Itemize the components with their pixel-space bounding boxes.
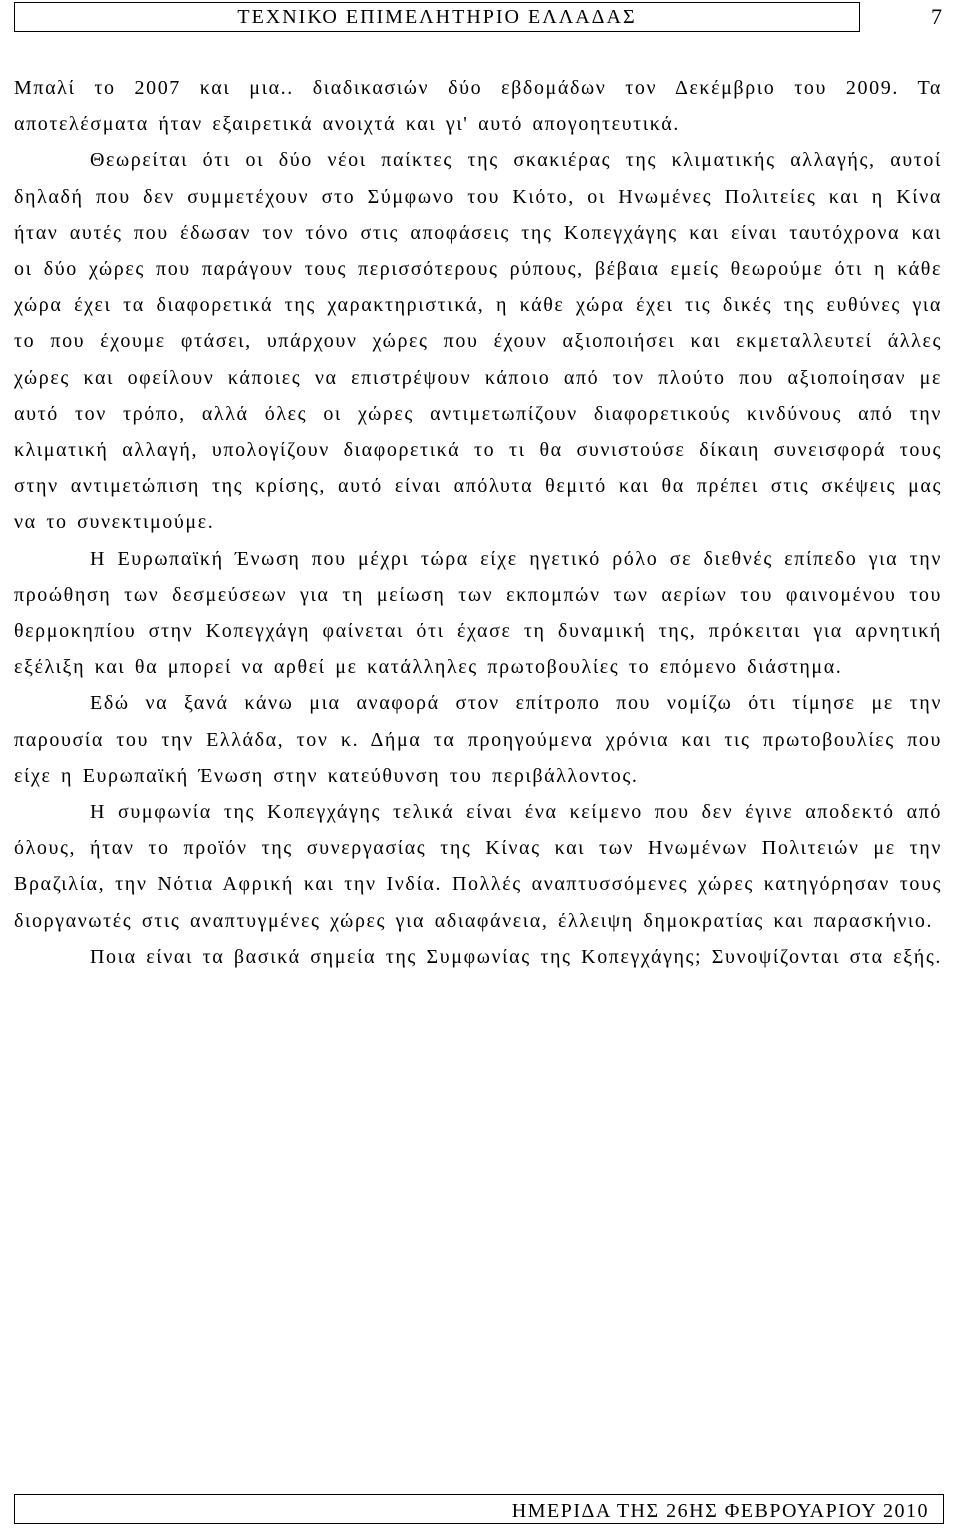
paragraph: Η συμφωνία της Κοπεγχάγης τελικά είναι ένα κείμενο που δεν έγινε αποδεκτό από όλους, ήταν το προϊόν της συνεργασίας της Κίνας και των Ηνωμένων Πολιτειών με την Βραζιλία, την Νότια Αφρική και την Ινδία. Πολλές αναπτυσσόμενες χώρες κατηγόρησαν τους διοργανωτές στις αναπτυγμένες χώρες για αδιαφάνεια, έλλειψη δημοκρατίας και παρασκήνιο.	[14, 801, 942, 932]
header-title: ΤΕΧΝΙΚΟ ΕΠΙΜΕΛΗΤΗΡΙΟ ΕΛΛΑΔΑΣ	[237, 6, 637, 28]
paragraph: Θεωρείται ότι οι δύο νέοι παίκτες της σκακιέρας της κλιματικής αλλαγής, αυτοί δηλαδή που δεν συμμετέχουν στο Σύμφωνο του Κιότο, οι Ηνωμένες Πολιτείες και η Κίνα ήταν αυτές που έδωσαν τον τόνο στις αποφάσεις της Κοπεγχάγης και είναι ταυτόχρονα και οι δύο χώρες που παράγουν τους περισσότερους ρύπους, βέβαια εμείς θεωρούμε ότι η κάθε χώρα έχει τα διαφορετικά της χαρακτηριστικά, η κάθε χώρα έχει τις δικές της ευθύνες για το που έχουμε φτάσει, υπάρχουν χώρες που έχουν αξιοποιήσει και εκμεταλλευτεί άλλες χώρες και οφείλουν κάποιες να επιστρέψουν κάποιο από τον πλούτο που αξιοποίησαν με αυτό τον τρόπο, αλλά όλες οι χώρες αντιμετωπίζουν διαφορετικούς κινδύνους από την κλιματική αλλαγή, υπολογίζουν διαφορετικά το τι θα συνιστούσε δίκαιη συνεισφορά τους στην αντιμετώπιση της κρίσης, αυτό είναι απόλυτα θεμιτό και θα πρέπει στις σκέψεις μας να το συνεκτιμούμε.	[14, 149, 942, 534]
page-number: 7	[931, 4, 942, 29]
document-body	[14, 70, 942, 975]
paragraph: Η Ευρωπαϊκή Ένωση που μέχρι τώρα είχε ηγετικό ρόλο σε διεθνές επίπεδο για την προώθηση των δεσμεύσεων για τη μείωση των εκπομπών των αερίων του φαινομένου του θερμοκηπίου στην Κοπεγχάγη φαίνεται ότι έχασε τη δυναμική της, πρόκειται για αρνητική εξέλιξη και θα μπορεί να αρθεί με κατάλληλες πρωτοβουλίες το επόμενο διάστημα.	[14, 547, 942, 679]
page-footer	[14, 1494, 944, 1524]
paragraph: Μπαλί το 2007 και μια.. διαδικασιών δύο εβδομάδων τον Δεκέμβριο του 2009. Τα αποτελέσματα ήταν εξαιρετικά ανοιχτά και γι' αυτό απογοητευτικά.	[14, 77, 942, 136]
paragraph: Ποια είναι τα βασικά σημεία της Συμφωνίας της Κοπεγχάγης; Συνοψίζονται στα εξής.	[90, 945, 942, 968]
footer-text: ΗΜΕΡΙΔΑ ΤΗΣ 26ΗΣ ΦΕΒΡΟΥΑΡΙΟΥ 2010	[511, 1500, 929, 1522]
page-header	[14, 2, 860, 32]
paragraph: Εδώ να ξανά κάνω μια αναφορά στον επίτροπο που νομίζω ότι τίμησε με την παρουσία του την Ελλάδα, τον κ. Δήμα τα προηγούμενα χρόνια και τις πρωτοβουλίες που είχε η Ευρωπαϊκή Ένωση στην κατεύθυνση του περιβάλλοντος.	[14, 692, 942, 787]
